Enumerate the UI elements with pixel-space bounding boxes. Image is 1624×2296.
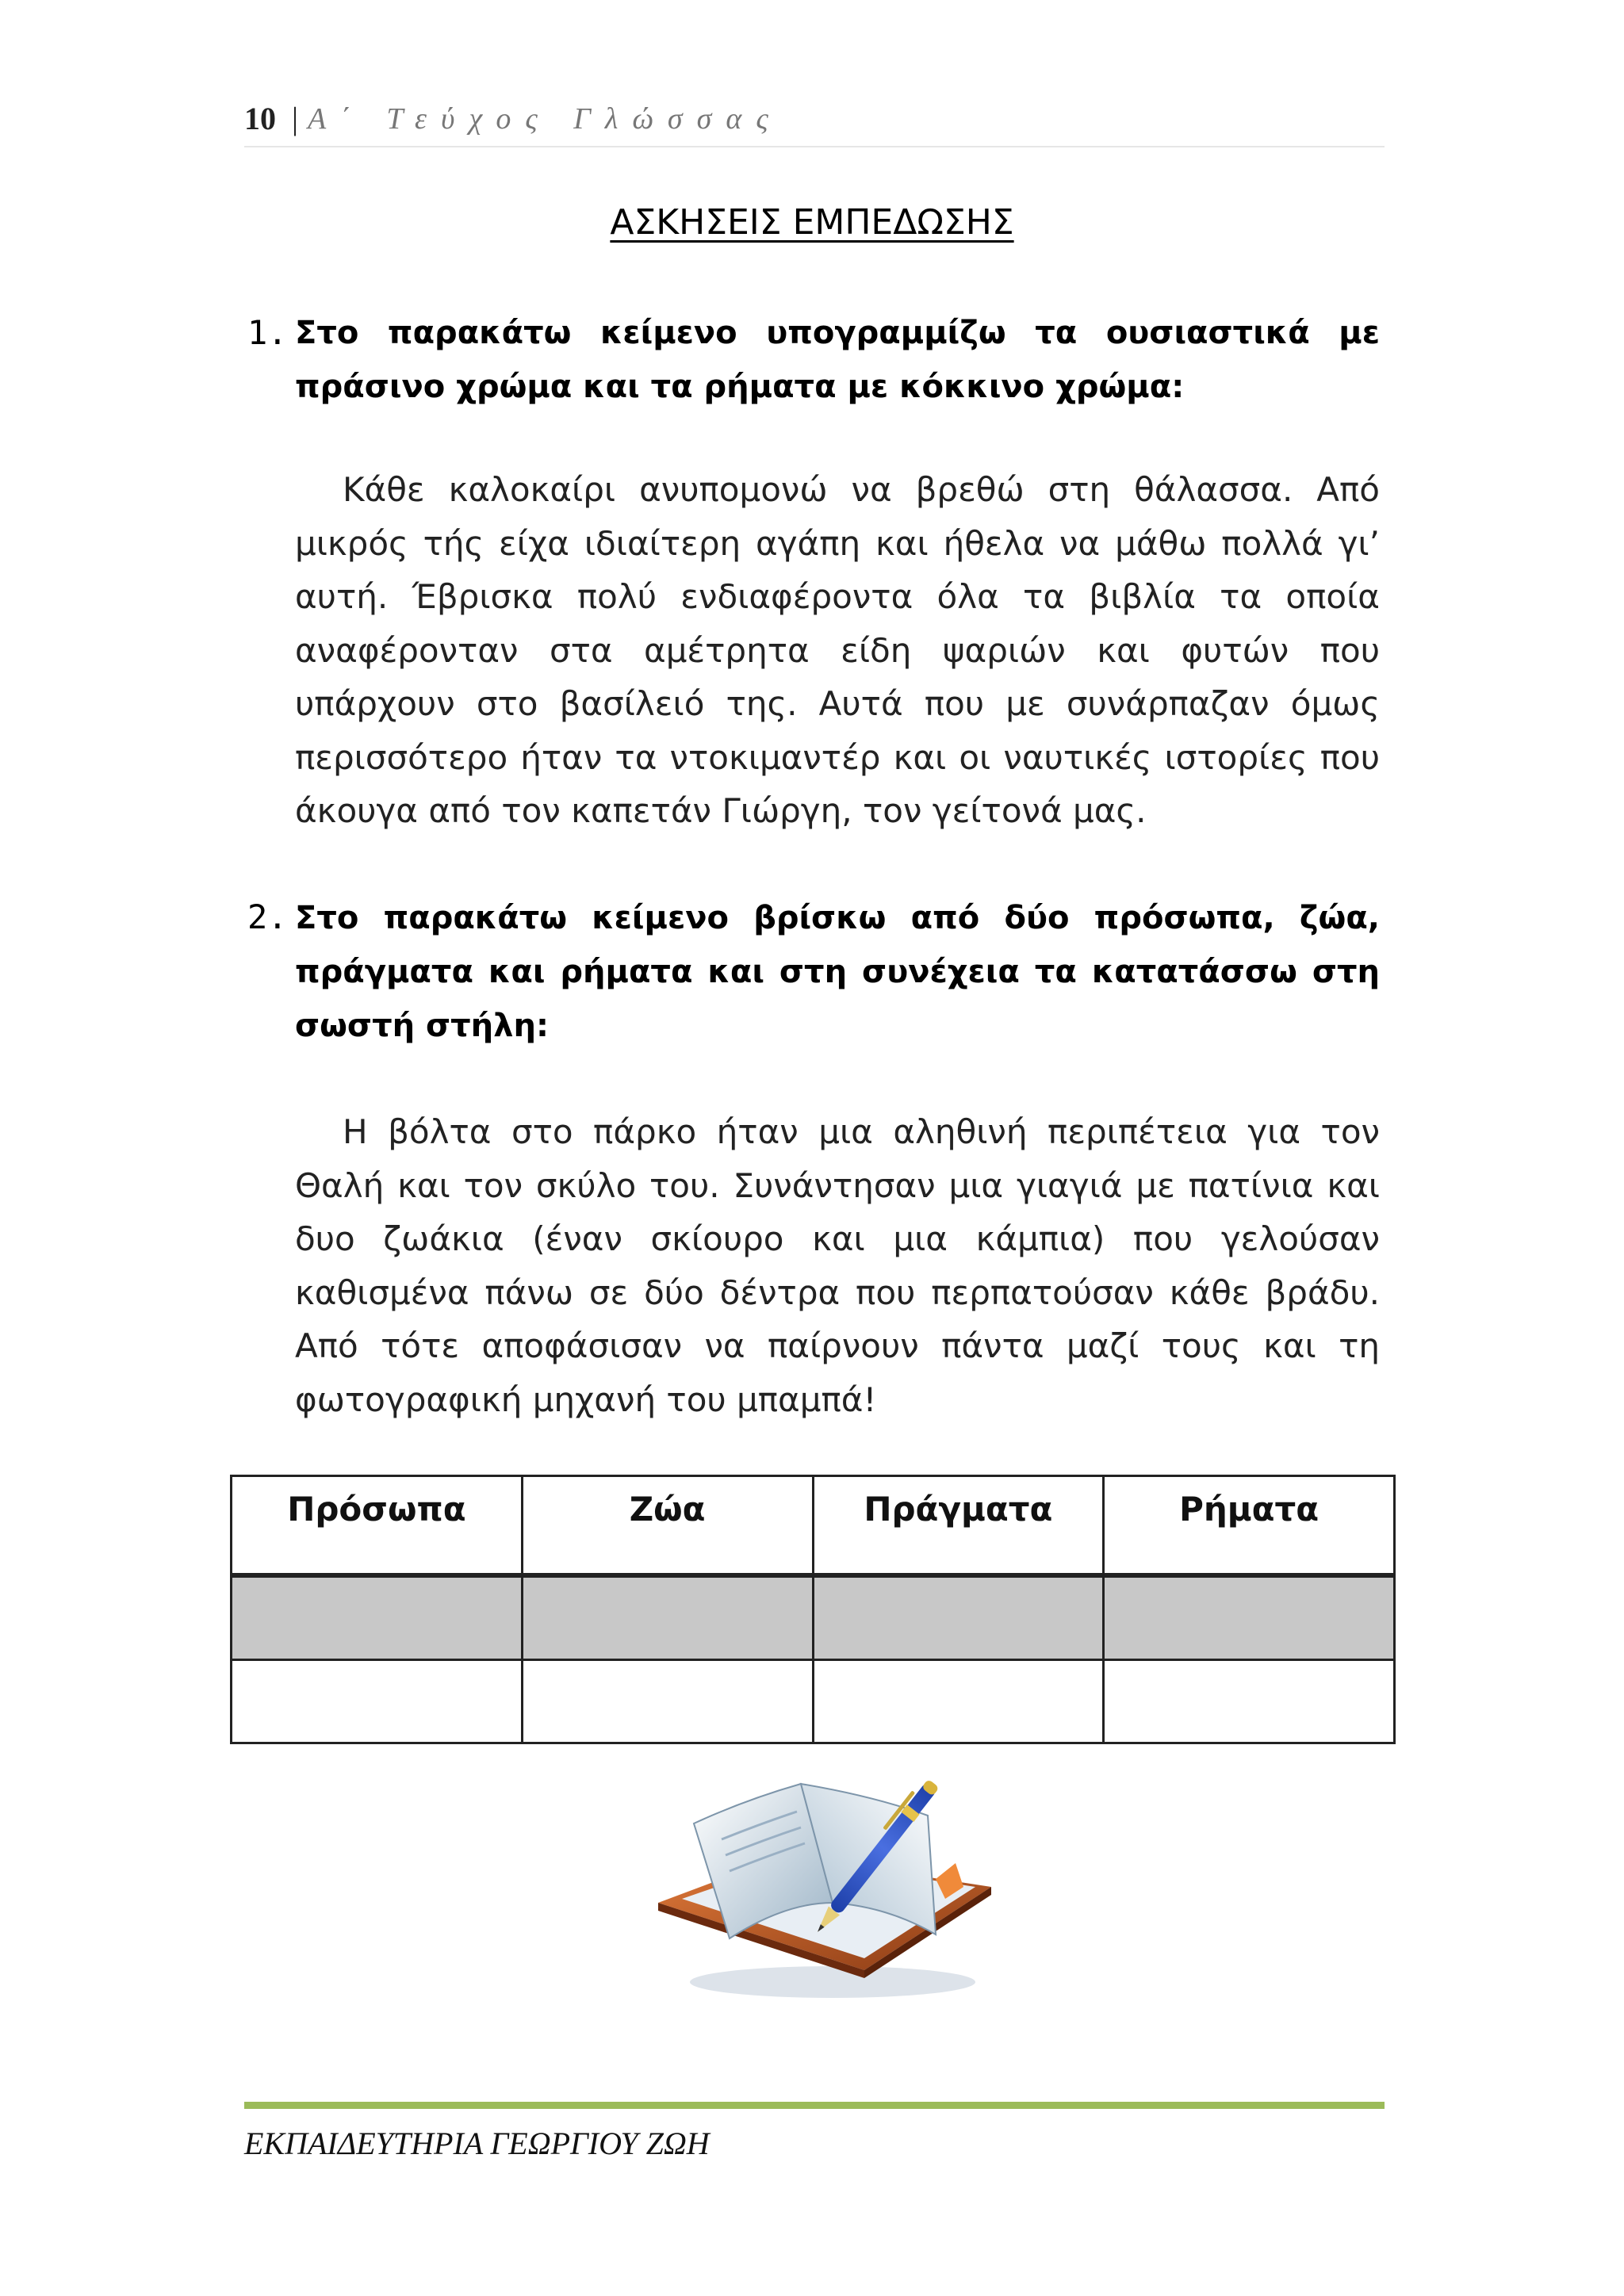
answer-cell[interactable] — [232, 1575, 523, 1660]
exercise-1-number: 1. — [247, 313, 288, 352]
exercise-1-instruction: Στο παρακάτω κείμενο υπογραμμίζω τα ουσιαστικά με πράσινο χρώμα και τα ρήματα με κόκκινο χρώμα: — [295, 315, 1380, 405]
classification-table — [230, 1475, 1396, 1744]
answer-cell[interactable] — [1104, 1575, 1395, 1660]
page-title-text: ΑΣΚΗΣΕΙΣ ΕΜΠΕΔΩΣΗΣ — [610, 202, 1014, 243]
answer-cell[interactable] — [522, 1575, 813, 1660]
page-title — [0, 202, 1624, 243]
column-header-verbs: Ρήματα — [1104, 1476, 1395, 1576]
exercise-2-number: 2. — [247, 897, 288, 936]
table-row — [232, 1660, 1395, 1743]
answer-cell[interactable] — [1104, 1660, 1395, 1743]
running-title: Α΄ Τεύχος Γλώσσας — [308, 102, 783, 136]
answer-cell[interactable] — [813, 1575, 1104, 1660]
answer-cell[interactable] — [813, 1660, 1104, 1743]
table-header-row — [232, 1476, 1395, 1576]
column-header-things: Πράγματα — [813, 1476, 1104, 1576]
column-header-persons: Πρόσωπα — [232, 1476, 523, 1576]
table-row — [232, 1575, 1395, 1660]
page-number: 10 — [244, 101, 276, 136]
column-header-animals: Ζώα — [522, 1476, 813, 1576]
exercise-2-instruction: Στο παρακάτω κείμενο βρίσκω από δύο πρόσωπα, ζώα, πράγματα και ρήματα και στη συνέχεια τα κατατάσσω στη σωστή στήλη: — [295, 900, 1380, 1044]
open-book-with-pen-icon — [650, 1768, 1007, 2006]
exercise-1-passage: Κάθε καλοκαίρι ανυπομονώ να βρεθώ στη θάλασσα. Από μικρός τής είχα ιδιαίτερη αγάπη και ήθελα να μάθω πολλά γι’ αυτή. Έβρισκα πολύ ενδιαφέροντα όλα τα βιβλία τα οποία αναφέρονταν στα αμέτρητα είδη ψαριών και φυτών που υπάρχουν στο βασίλειό της. Αυτά που με συνάρπαζαν όμως περισσότερο ήταν τα ντοκιμαντέρ και οι ναυτικές ιστορίες που άκουγα από τον καπετάν Γιώργη, τον γείτονά μας. — [295, 470, 1380, 830]
footer-divider — [244, 2102, 1385, 2109]
header-separator: | — [292, 101, 299, 136]
exercise-2-passage: Η βόλτα στο πάρκο ήταν μια αληθινή περιπέτεια για τον Θαλή και τον σκύλο του. Συνάντησαν μια γιαγιά με πατίνια και δυο ζωάκια (έναν σκίουρο και μια κάμπια) που γελούσαν καθισμένα πάνω σε δύο δέντρα που περπατούσαν κάθε βράδυ. Από τότε αποφάσισαν να παίρνουν πάντα μαζί τους και τη φωτογραφική μηχανή του μπαμπά! — [295, 1112, 1380, 1419]
page-header — [244, 100, 1385, 147]
answer-cell[interactable] — [522, 1660, 813, 1743]
answer-cell[interactable] — [232, 1660, 523, 1743]
footer-author: ΕΚΠΑΙΔΕΥΤΗΡΙΑ ΓΕΩΡΓΙΟΥ ΖΩΗ — [244, 2126, 710, 2161]
